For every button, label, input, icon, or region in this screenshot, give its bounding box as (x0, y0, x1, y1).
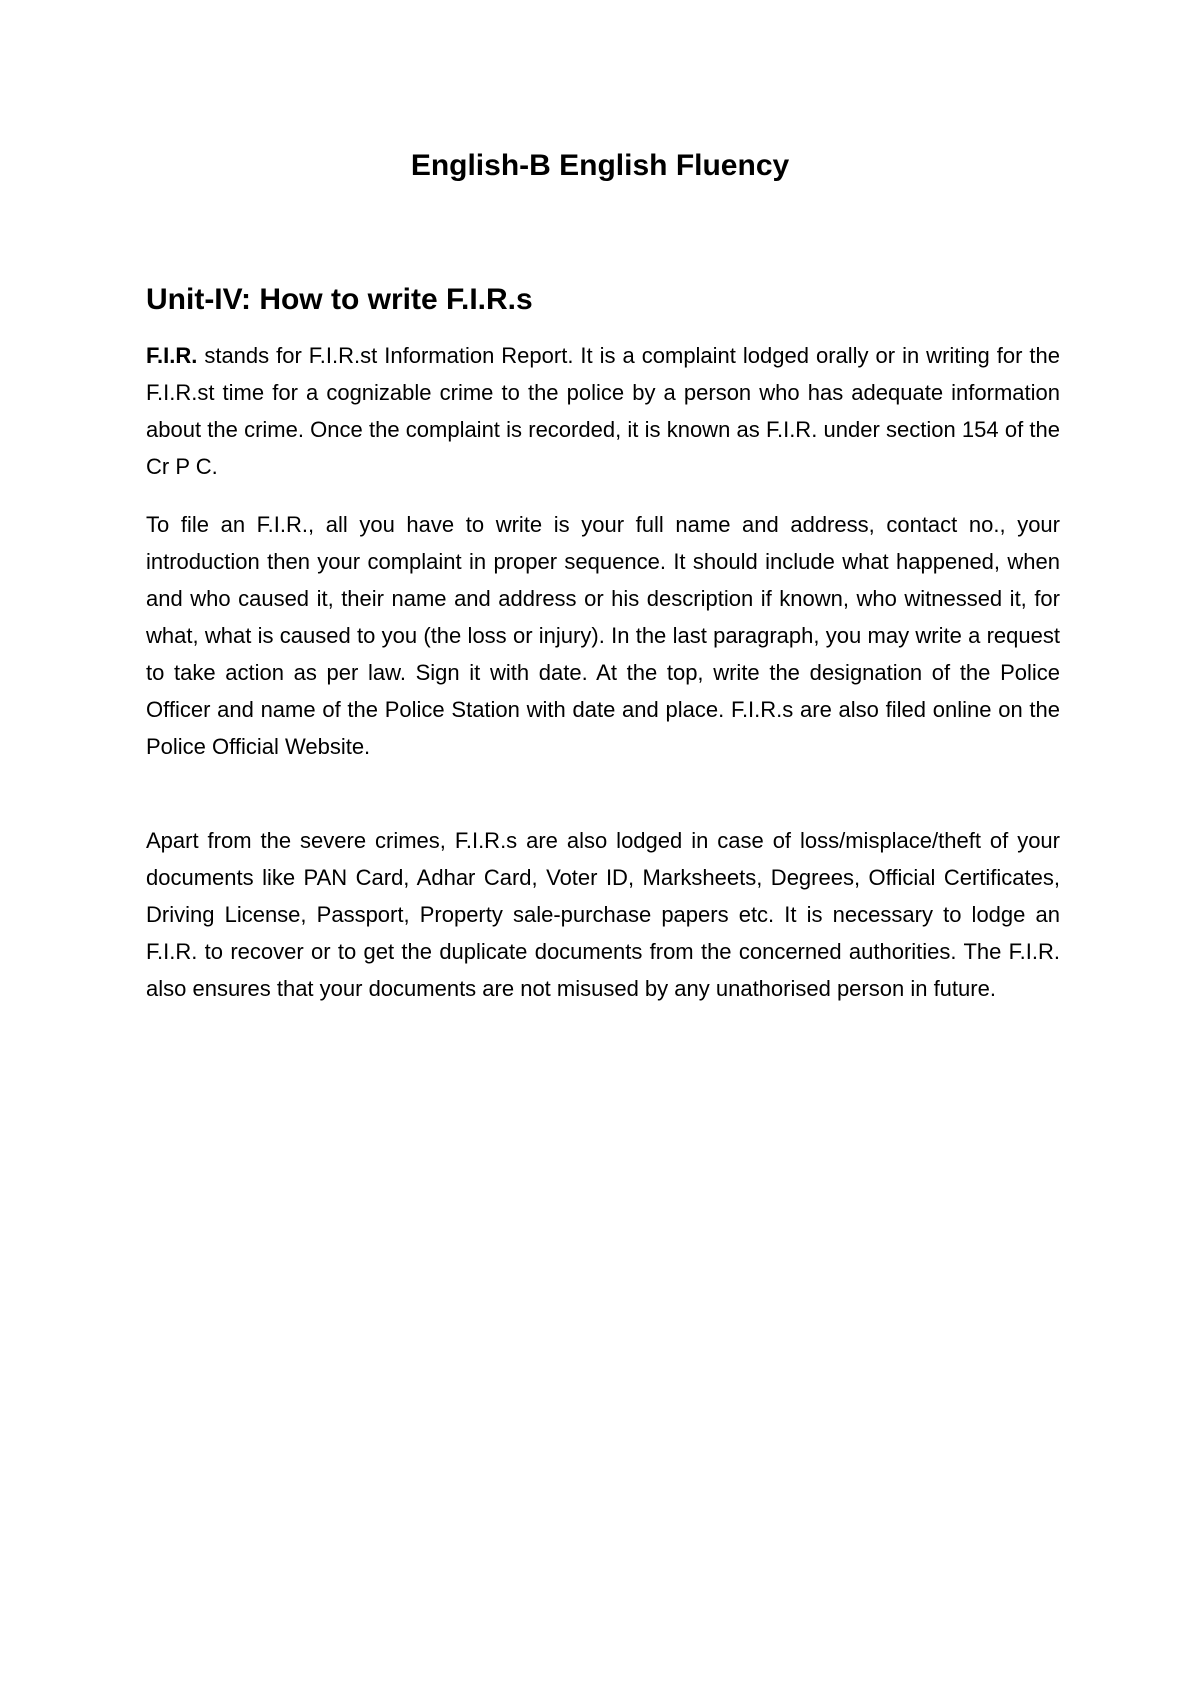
document-title: English-B English Fluency (410, 149, 790, 182)
paragraph-lost-documents: Apart from the severe crimes, F.I.R.s are also lodged in case of loss/misplace/theft of your documents like PAN Card, Adhar Card, Voter ID, Marksheets, Degrees, Official Certificates, Driving License, Passport, Property sale-purchase papers etc. It is necessary to lodge an F.I.R. to recover or to get the duplicate documents from the concerned authorities. The F.I.R. also ensures that your documents are not misused by any unathorised person in future. (146, 828, 1060, 1001)
unit-heading: Unit-IV: How to write F.I.R.s (146, 283, 533, 316)
paragraph-how-to-file: To file an F.I.R., all you have to write is your full name and address, contact no., your introduction then your complaint in proper sequence. It should include what happened, when and who caused it, their name and address or his description if known, who witnessed it, for what, what is caused to you (the loss or injury). In the last paragraph, you may write a request to take action as per law. Sign it with date. At the top, write the designation of the Police Officer and name of the Police Station with date and place. F.I.R.s are also filed online on the Police Official Website. (146, 512, 1060, 759)
paragraph-text: stands for F.I.R.st Information Report. It is a complaint lodged orally or in writing for the F.I.R.st time for a cognizable crime to the police by a person who has adequate information about the crime. Once the complaint is recorded, it is known as F.I.R. under section 154 of the Cr P C. (146, 343, 1060, 479)
paragraph-lead-term: F.I.R. (146, 343, 198, 368)
paragraph-definition (146, 337, 1060, 485)
